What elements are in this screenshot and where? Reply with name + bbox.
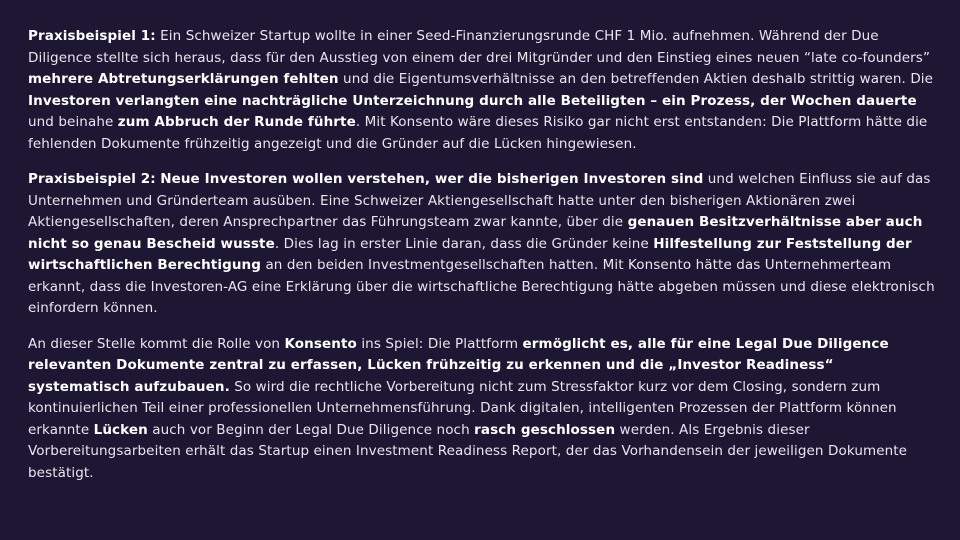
emphasis-run: Konsento	[284, 335, 357, 352]
text-run: werden. Als Ergebnis dieser Vorbereitungsarbeiten erhält das Startup einen Investment Readiness Report, der das Vorhandensein der jeweiligen Dokumente bestätigt.	[28, 421, 908, 481]
text-run: auch vor Beginn der Legal Due Diligence noch	[147, 421, 475, 438]
emphasis-run: genauen Besitzverhältnisse aber auch nicht so genau Bescheid wusste	[28, 214, 923, 252]
text-run: An dieser Stelle kommt die Rolle von	[28, 335, 285, 352]
emphasis-run: Investoren verlangten eine nachträgliche Unterzeichnung durch alle Beteiligten – ein Prozess, der Wochen dauerte	[28, 92, 917, 109]
emphasis-run: mehrere Abtretungserklärungen fehlten	[28, 71, 339, 87]
text-run: ins Spiel: Die Plattform	[356, 335, 523, 352]
paragraph-example-2	[28, 169, 938, 320]
emphasis-run: Hilfestellung zur Feststellung der wirtschaftlichen Berechtigung	[28, 235, 912, 273]
emphasis-run: rasch geschlossen	[474, 421, 616, 438]
paragraph-konsento-role	[28, 334, 938, 485]
example-1-heading: Praxisbeispiel 1:	[28, 28, 156, 44]
text-run: und die Eigentumsverhältnisse an den betreffenden Aktien deshalb strittig waren. Die	[338, 71, 934, 87]
text-run: . Dies lag in erster Linie daran, dass die Gründer keine	[274, 235, 654, 252]
emphasis-run: zum Abbruch der Runde führte	[117, 114, 356, 130]
text-run: So wird die rechtliche Vorbereitung nicht zum Stressfaktor kurz vor dem Closing, sondern zum kontinuierlichen Teil einer professionellen Unternehmensführung. Dank digitalen, intelligenten Prozessen der Plattform können erkannte	[28, 378, 897, 438]
emphasis-run: Lücken	[93, 421, 148, 438]
text-run: und welchen Einfluss sie auf das Unternehmen und Gründerteam ausüben. Eine Schweizer Aktiengesellschaft hatte unter den bisherigen Aktionären zwei Aktiengesellschaften, deren Ansprechpartner das Führungsteam zwar kannte, über die	[28, 171, 931, 230]
emphasis-run: Neue Investoren wollen verstehen, wer die bisherigen Investoren sind	[160, 171, 704, 187]
text-run: und beinahe	[28, 114, 118, 130]
article-body	[28, 26, 938, 498]
emphasis-run: ermöglicht es, alle für eine Legal Due Diligence relevanten Dokumente zentral zu erfassen, Lücken frühzeitig zu erkennen und die „Investor Readiness“ systematisch aufzubauen.	[28, 335, 889, 395]
example-2-heading: Praxisbeispiel 2:	[28, 171, 156, 187]
text-run: an den beiden Investmentgesellschaften hatten. Mit Konsento hätte das Unternehmerteam erkannt, dass die Investoren-AG eine Erklärung über die wirtschaftliche Berechtigung hätte abgeben müssen und diese elektronisch einfordern können.	[28, 257, 935, 316]
paragraph-example-1	[28, 26, 938, 155]
text-run: Ein Schweizer Startup wollte in einer Seed-Finanzierungsrunde CHF 1 Mio. aufnehmen. Während der Due Diligence stellte sich heraus, dass für den Ausstieg von einem der drei Mitgründer und den Einstieg eines neuen “late co-founders”	[28, 28, 931, 66]
text-run: . Mit Konsento wäre dieses Risiko gar nicht erst entstanden: Die Plattform hätte die fehlenden Dokumente frühzeitig angezeigt und die Gründer auf die Lücken hingewiesen.	[28, 114, 928, 152]
